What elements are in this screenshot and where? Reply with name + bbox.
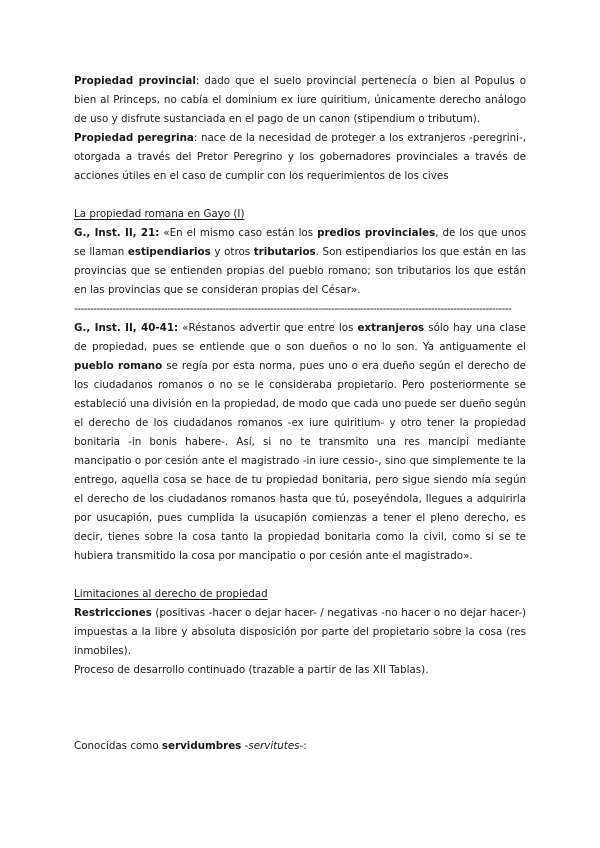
proceso-paragraph: Proceso de desarrollo continuado (trazable a partir de las XII Tablas). [74,664,429,676]
section-heading-gayo: La propiedad romana en Gayo (I) [74,208,245,220]
gayo-quote-40-41: G., Inst. II, 40-41: «Réstanos advertir que entre los extranjeros sólo hay una clase de propiedad, pues se entiende que o son dueños o no lo son. Ya antiguamente el pueblo romano se regía por esta norma, pues uno o era dueño según el derecho de los ciudadanos romanos o no se le consideraba propietario. Pero posteriormente se estableció una división en la propiedad, de modo que cada uno puede ser dueño según el derecho de los ciudadanos romanos -ex iure quiritium- y otro tener la propiedad bonitaria -in bonis habere-. Así, si no te transmito una res mancipi mediante mancipatio o por cesión ante el magistrado -in iure cessio-, sino que simplemente te la entrego, aquella cosa se hace de tu propiedad bonitaria, pero sigue siendo mía según el derecho de los ciudadanos romanos hasta que tú, poseyéndola, llegues a adquirirla por usucapión, pues cumplida la usucapión comienzas a tener el pleno derecho, es decir, tienes sobre la cosa tanto la propiedad bonitaria como la civil, como si se te hubiera transmitido la cosa por mancipatio o por cesión ante el magistrado». [74,322,527,562]
dashed-separator: ---------------------------------------------------------------------------------------------------------------------------------------- [74,303,512,315]
citation-g40: G., Inst. II, 40-41: [74,322,179,334]
propiedad-peregrina-paragraph: Propiedad peregrina: nace de la necesidad de proteger a los extranjeros -peregrini-, otorgada a través del Pretor Peregrino y los gobernadores provinciales a través de acciones útiles en el caso de cumplir con los requerimientos de los cives [74,132,526,182]
servidumbres-paragraph: Conocidas como servidumbres -servitutes-: [74,740,307,752]
citation-g21: G., Inst. II, 21: [74,227,160,239]
spacer [74,680,526,737]
spacer [74,566,526,585]
term-servidumbres: servidumbres [161,740,242,752]
term-propiedad-peregrina: Propiedad peregrina [74,132,194,144]
restricciones-paragraph: Restricciones (positivas -hacer o dejar hacer- / negativas -no hacer o no dejar hacer-) impuestas a la libre y absoluta disposición por parte del propietario sobre la cosa (res inmobiles). [74,607,526,657]
spacer [74,186,526,205]
term-propiedad-provincial: Propiedad provincial [74,75,196,87]
propiedad-provincial-paragraph: Propiedad provincial: dado que el suelo provincial pertenecía o bien al Populus o bien al Princeps, no cabía el dominium ex iure quiritium, únicamente derecho análogo de uso y disfrute sustanciada en el pago de un canon (stipendium o tributum). [74,75,526,125]
gayo-quote-21: G., Inst. II, 21: «En el mismo caso están los predios provinciales, de los que unos se llaman estipendiarios y otros tributarios. Son estipendiarios los que están en las provincias que se entienden propias del pueblo romano; son tributarios los que están en las provincias que se consideran propias del César». [74,227,526,296]
term-restricciones: Restricciones [74,607,152,619]
section-heading-limitaciones: Limitaciones al derecho de propiedad [74,588,268,600]
